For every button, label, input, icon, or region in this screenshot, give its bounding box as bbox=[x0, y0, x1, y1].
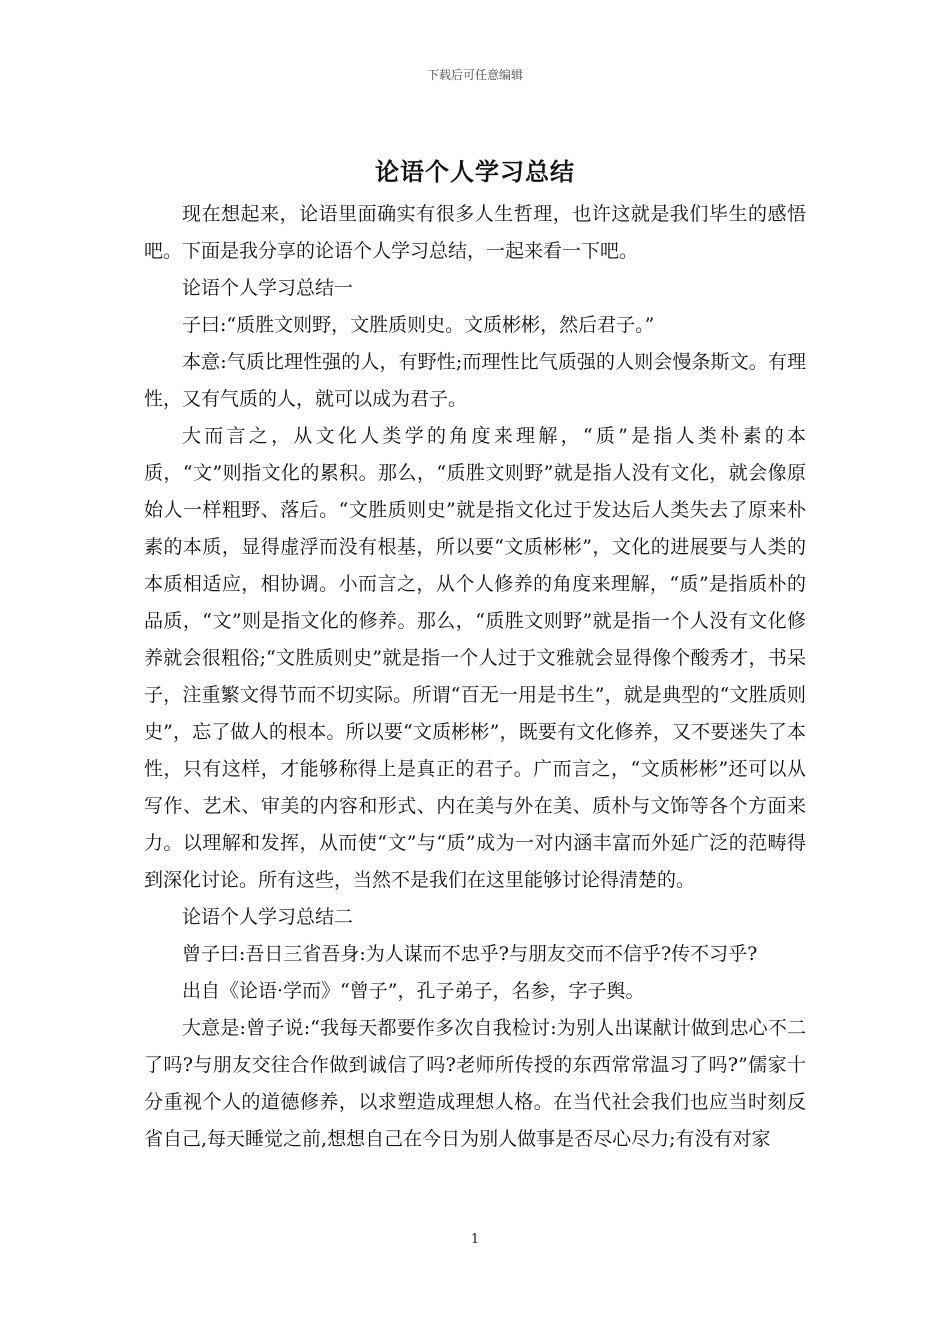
quote-paragraph-two: 曾子曰:吾日三省吾身:为人谋而不忠乎?与朋友交而不信乎?传不习乎? bbox=[182, 943, 758, 965]
section-heading-two: 论语个人学习总结二 bbox=[182, 906, 354, 928]
document-title: 论语个人学习总结 bbox=[375, 158, 575, 186]
section-heading-one: 论语个人学习总结一 bbox=[182, 277, 354, 299]
quote-paragraph-one: 子曰:“质胜文则野，文胜质则史。文质彬彬，然后君子。” bbox=[182, 314, 655, 336]
meaning-paragraph-two: 大意是:曾子说:“我每天都要作多次自我检讨:为别人出谋献计做到忠心不二了吗?与朋友交往合作做到诚信了吗?老师所传授的东西常常温习了吗?”儒家十分重视个人的道德修养，以求塑造成理想人格。在当代社会我们也应当时刻反省自己,每天睡觉之前,想想自己在今日为别人做事是否尽心尽力;有没有对家 bbox=[144, 1017, 806, 1150]
document-body bbox=[144, 196, 806, 1158]
meaning-paragraph-one: 本意:气质比理性强的人，有野性;而理性比气质强的人则会慢条斯文。有理性，又有气质的人，就可以成为君子。 bbox=[144, 351, 806, 410]
source-paragraph-two: 出自《论语·学而》“曾子”，孔子弟子，名参，字子舆。 bbox=[182, 980, 645, 1002]
page-number: 1 bbox=[470, 1232, 480, 1247]
analysis-paragraph-one: 大而言之，从文化人类学的角度来理解，“质”是指人类朴素的本质，“文”则指文化的累积。那么，“质胜文则野”就是指人没有文化，就会像原始人一样粗野、落后。“文胜质则史”就是指文化过于发达后人类失去了原来朴素的本质，显得虚浮而没有根基，所以要“文质彬彬”，文化的进展要与人类的本质相适应，相协调。小而言之，从个人修养的角度来理解，“质”是指质朴的品质，“文”则是指文化的修养。那么，“质胜文则野”就是指一个人没有文化修养就会很粗俗;“文胜质则史”就是指一个人过于文雅就会显得像个酸秀才，书呆子，注重繁文得节而不切实际。所谓“百无一用是书生”，就是典型的“文胜质则史”，忘了做人的根本。所以要“文质彬彬”，既要有文化修养，又不要迷失了本性，只有这样，才能够称得上是真正的君子。广而言之，“文质彬彬”还可以从写作、艺术、审美的内容和形式、内在美与外在美、质朴与文饰等各个方面来力。以理解和发挥，从而使“文”与“质”成为一对内涵丰富而外延广泛的范畴得到深化讨论。所有这些，当然不是我们在这里能够讨论得清楚的。 bbox=[144, 425, 806, 891]
header-note: 下载后可任意编辑 bbox=[426, 68, 523, 82]
intro-paragraph: 现在想起来，论语里面确实有很多人生哲理，也许这就是我们毕生的感悟吧。下面是我分享的论语个人学习总结，一起来看一下吧。 bbox=[144, 203, 806, 262]
